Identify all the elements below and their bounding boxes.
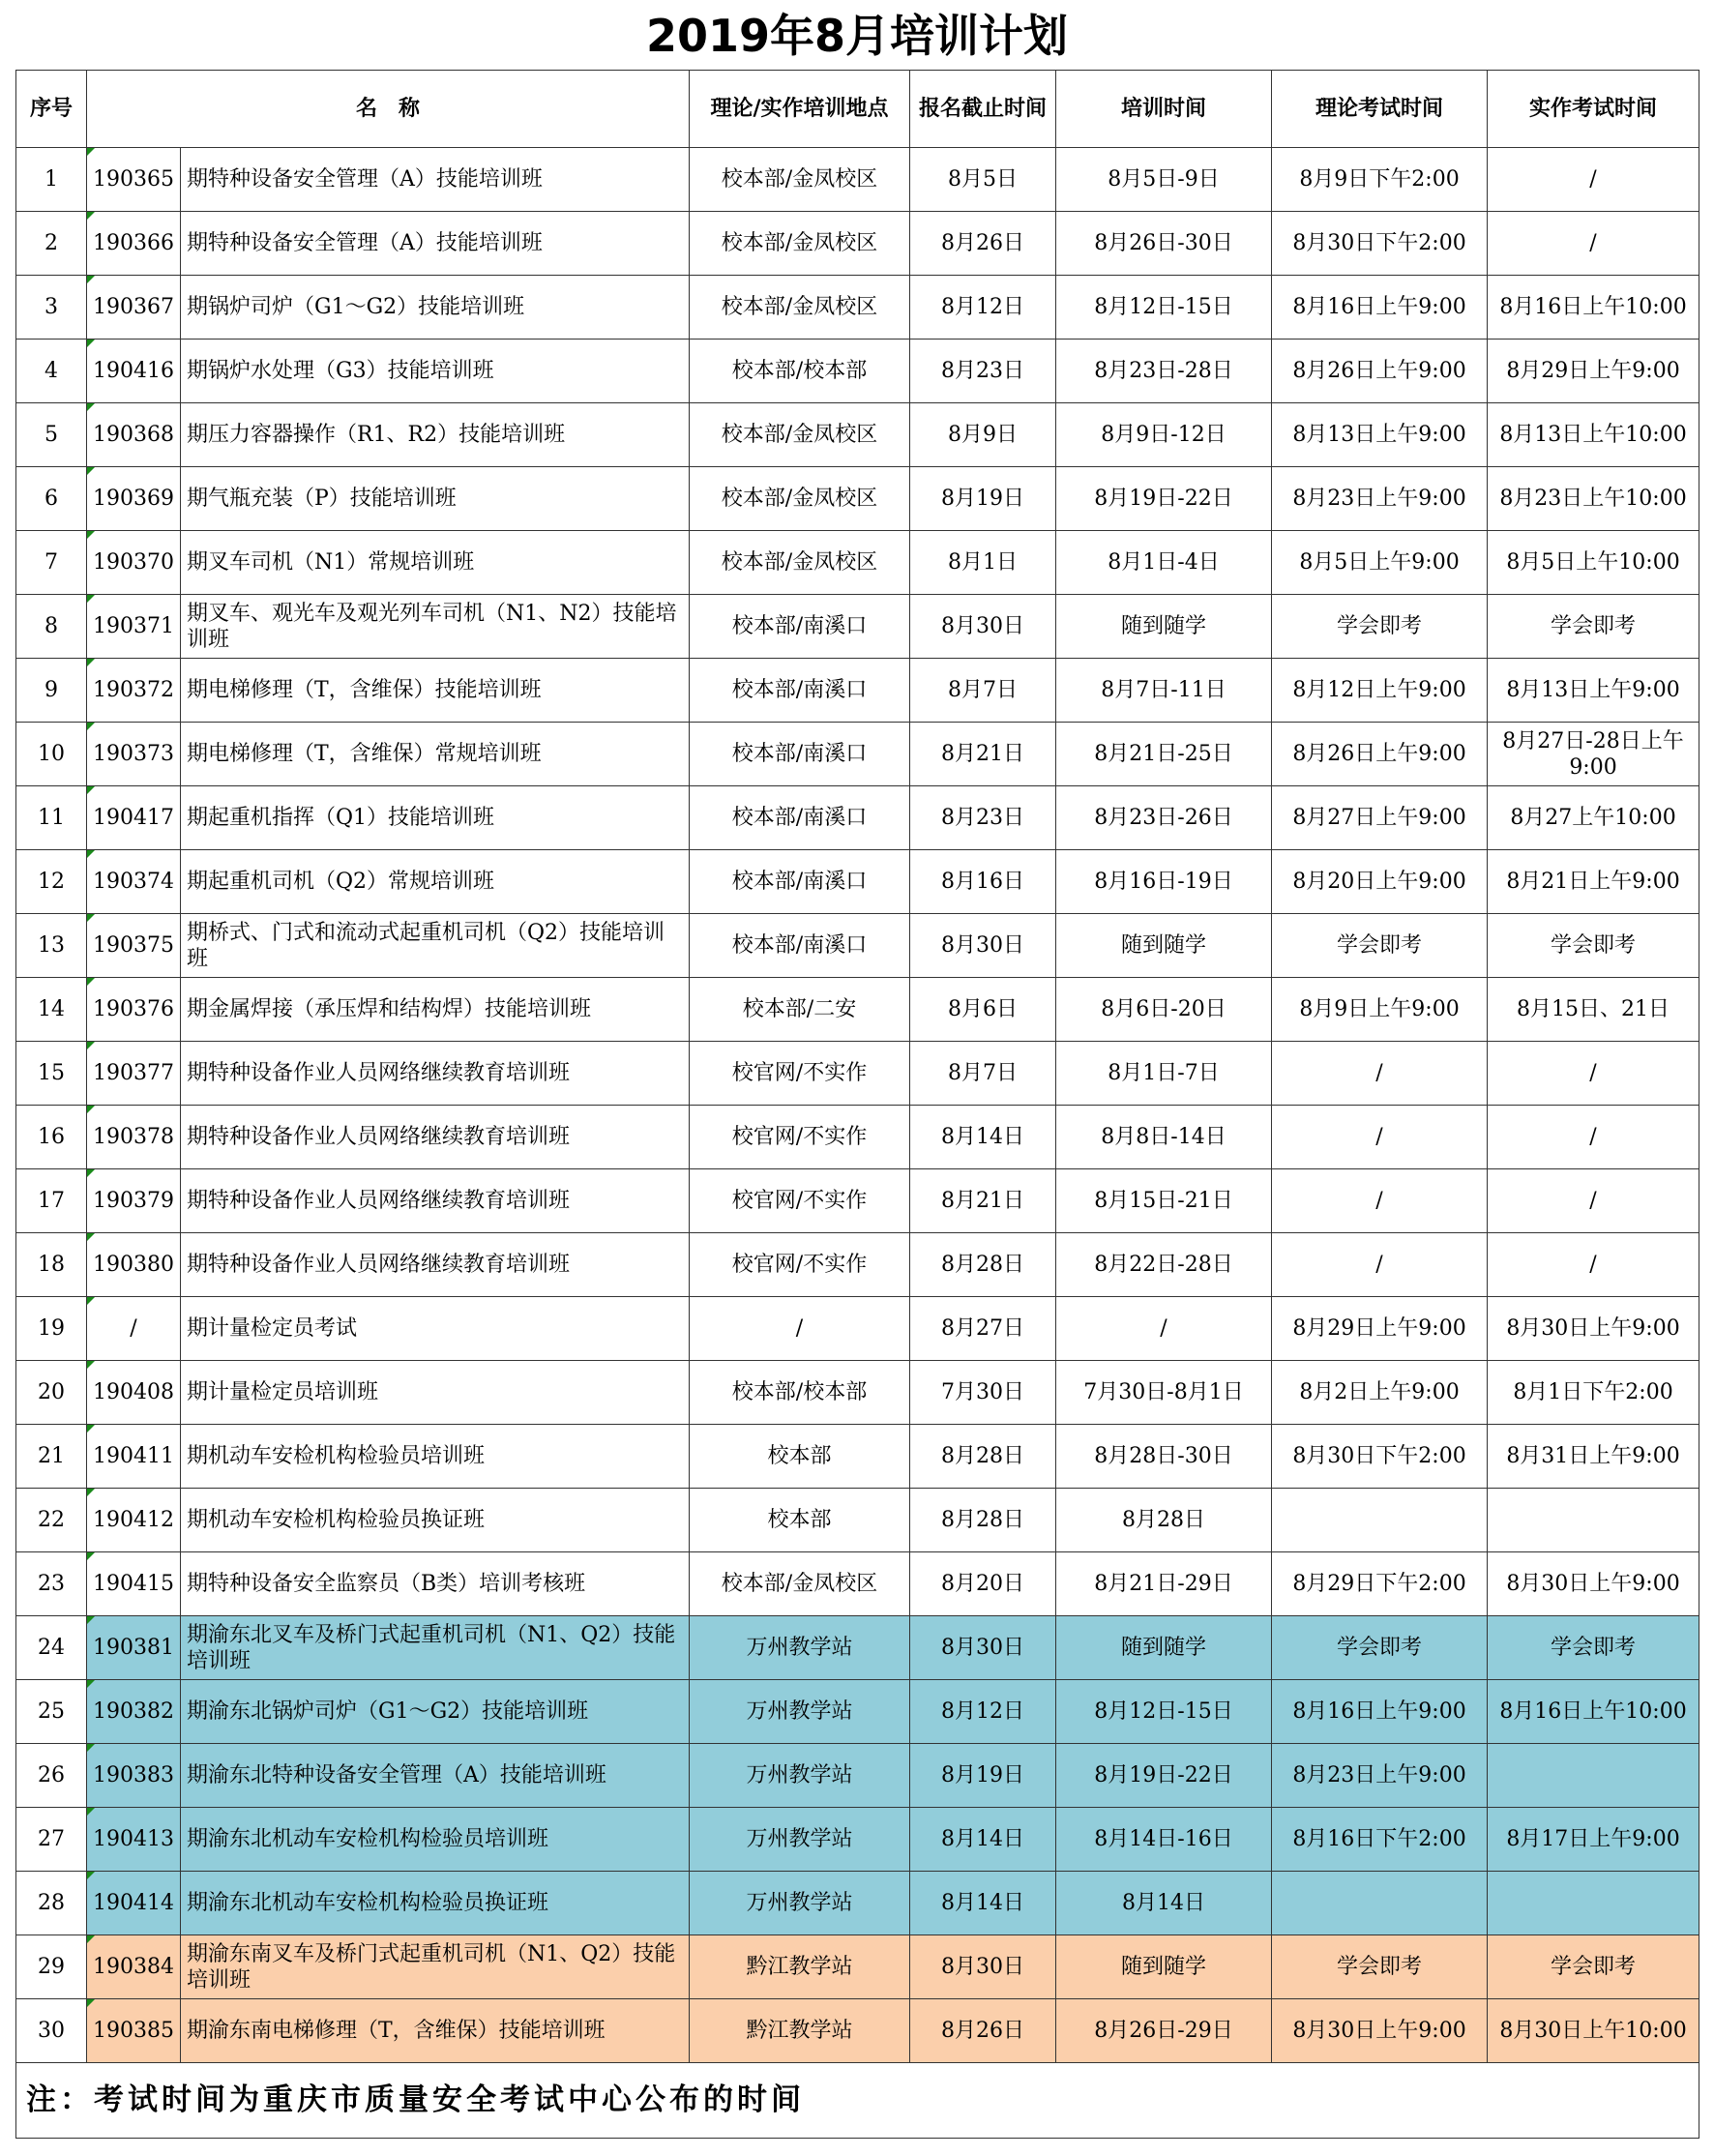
row-seq: 4	[16, 340, 87, 403]
table-row	[16, 1744, 1699, 1808]
row-location: 校本部/校本部	[690, 340, 910, 403]
row-theory-exam: /	[1272, 1233, 1488, 1297]
row-training-period: 8月16日-19日	[1056, 850, 1272, 914]
row-practice-exam: 学会即考	[1488, 595, 1699, 659]
row-theory-exam: 学会即考	[1272, 914, 1488, 978]
row-seq: 24	[16, 1616, 87, 1680]
row-training-period: 8月26日-29日	[1056, 1999, 1272, 2063]
row-class-code: 190370	[87, 531, 181, 595]
table-row	[16, 1935, 1699, 1999]
footnote: 注：考试时间为重庆市质量安全考试中心公布的时间	[16, 2063, 1699, 2139]
row-course-name: 期金属焊接（承压焊和结构焊）技能培训班	[181, 978, 690, 1042]
row-course-name: 期计量检定员培训班	[181, 1361, 690, 1425]
header-name: 名 称	[87, 71, 690, 148]
row-location: 校本部	[690, 1425, 910, 1489]
row-deadline: 8月21日	[910, 1169, 1056, 1233]
row-class-code: 190377	[87, 1042, 181, 1106]
row-practice-exam: 8月30日上午9:00	[1488, 1552, 1699, 1616]
row-theory-exam	[1272, 1489, 1488, 1552]
row-training-period: 随到随学	[1056, 1935, 1272, 1999]
row-practice-exam: /	[1488, 1106, 1699, 1169]
row-practice-exam	[1488, 1872, 1699, 1935]
row-class-code: /	[87, 1297, 181, 1361]
row-location: 校本部/二安	[690, 978, 910, 1042]
table-row	[16, 978, 1699, 1042]
row-course-name: 期起重机指挥（Q1）技能培训班	[181, 786, 690, 850]
row-deadline: 8月26日	[910, 212, 1056, 276]
row-course-name: 期压力容器操作（R1、R2）技能培训班	[181, 403, 690, 467]
row-training-period: 8月19日-22日	[1056, 467, 1272, 531]
row-seq: 26	[16, 1744, 87, 1808]
row-training-period: 8月14日-16日	[1056, 1808, 1272, 1872]
row-seq: 11	[16, 786, 87, 850]
row-theory-exam: 8月16日上午9:00	[1272, 276, 1488, 340]
row-seq: 18	[16, 1233, 87, 1297]
table-row	[16, 1680, 1699, 1744]
row-theory-exam: 8月30日下午2:00	[1272, 212, 1488, 276]
row-class-code: 190365	[87, 148, 181, 212]
header-practice-exam: 实作考试时间	[1488, 71, 1699, 148]
row-seq: 22	[16, 1489, 87, 1552]
row-course-name: 期渝东南叉车及桥门式起重机司机（N1、Q2）技能培训班	[181, 1935, 690, 1999]
row-training-period: 8月6日-20日	[1056, 978, 1272, 1042]
table-row	[16, 659, 1699, 723]
training-plan-table	[15, 70, 1699, 2139]
header-deadline: 报名截止时间	[910, 71, 1056, 148]
table-row	[16, 1106, 1699, 1169]
row-class-code: 190366	[87, 212, 181, 276]
row-class-code: 190415	[87, 1552, 181, 1616]
row-training-period: 8月1日-4日	[1056, 531, 1272, 595]
page-title: 2019年8月培训计划	[645, 10, 1069, 62]
row-theory-exam: 学会即考	[1272, 1935, 1488, 1999]
row-location: 校本部/金凤校区	[690, 1552, 910, 1616]
row-seq: 29	[16, 1935, 87, 1999]
row-course-name: 期特种设备作业人员网络继续教育培训班	[181, 1042, 690, 1106]
row-course-name: 期特种设备作业人员网络继续教育培训班	[181, 1169, 690, 1233]
row-practice-exam: 学会即考	[1488, 1616, 1699, 1680]
row-training-period: 8月8日-14日	[1056, 1106, 1272, 1169]
table-row	[16, 1872, 1699, 1935]
row-course-name: 期机动车安检机构检验员换证班	[181, 1489, 690, 1552]
row-class-code: 190373	[87, 723, 181, 786]
row-location: 万州教学站	[690, 1808, 910, 1872]
row-location: 万州教学站	[690, 1744, 910, 1808]
row-seq: 9	[16, 659, 87, 723]
row-location: 校本部/金凤校区	[690, 403, 910, 467]
row-seq: 19	[16, 1297, 87, 1361]
row-theory-exam: 8月23日上午9:00	[1272, 1744, 1488, 1808]
row-class-code: 190378	[87, 1106, 181, 1169]
table-row	[16, 467, 1699, 531]
row-class-code: 190414	[87, 1872, 181, 1935]
table-row	[16, 914, 1699, 978]
row-practice-exam: 8月16日上午10:00	[1488, 1680, 1699, 1744]
header-seq: 序号	[16, 71, 87, 148]
row-practice-exam: 8月17日上午9:00	[1488, 1808, 1699, 1872]
row-practice-exam: 8月27日-28日上午9:00	[1488, 723, 1699, 786]
note-row	[16, 2063, 1699, 2139]
row-practice-exam: 8月13日上午9:00	[1488, 659, 1699, 723]
row-class-code: 190368	[87, 403, 181, 467]
table-row	[16, 595, 1699, 659]
row-practice-exam: 8月21日上午9:00	[1488, 850, 1699, 914]
row-practice-exam: 8月1日下午2:00	[1488, 1361, 1699, 1425]
row-location: 万州教学站	[690, 1616, 910, 1680]
row-class-code: 190413	[87, 1808, 181, 1872]
row-location: 校本部/金凤校区	[690, 148, 910, 212]
row-location: /	[690, 1297, 910, 1361]
table-row	[16, 1042, 1699, 1106]
row-seq: 23	[16, 1552, 87, 1616]
row-course-name: 期起重机司机（Q2）常规培训班	[181, 850, 690, 914]
row-practice-exam: 8月27上午10:00	[1488, 786, 1699, 850]
row-course-name: 期渝东南电梯修理（T，含维保）技能培训班	[181, 1999, 690, 2063]
row-location: 校本部/南溪口	[690, 914, 910, 978]
row-deadline: 8月20日	[910, 1552, 1056, 1616]
row-deadline: 8月19日	[910, 1744, 1056, 1808]
row-class-code: 190383	[87, 1744, 181, 1808]
row-course-name: 期锅炉水处理（G3）技能培训班	[181, 340, 690, 403]
row-training-period: 随到随学	[1056, 1616, 1272, 1680]
row-class-code: 190411	[87, 1425, 181, 1489]
row-practice-exam: 学会即考	[1488, 914, 1699, 978]
row-course-name: 期特种设备安全管理（A）技能培训班	[181, 148, 690, 212]
table-row	[16, 1233, 1699, 1297]
row-theory-exam: 8月16日上午9:00	[1272, 1680, 1488, 1744]
row-location: 校官网/不实作	[690, 1042, 910, 1106]
row-theory-exam: 8月2日上午9:00	[1272, 1361, 1488, 1425]
row-training-period: 随到随学	[1056, 595, 1272, 659]
row-practice-exam: /	[1488, 1042, 1699, 1106]
row-course-name: 期渝东北锅炉司炉（G1～G2）技能培训班	[181, 1680, 690, 1744]
row-seq: 21	[16, 1425, 87, 1489]
row-seq: 3	[16, 276, 87, 340]
row-training-period: 8月21日-29日	[1056, 1552, 1272, 1616]
header-period: 培训时间	[1056, 71, 1272, 148]
row-seq: 28	[16, 1872, 87, 1935]
row-theory-exam	[1272, 1872, 1488, 1935]
row-practice-exam	[1488, 1744, 1699, 1808]
row-location: 校本部/金凤校区	[690, 212, 910, 276]
row-seq: 5	[16, 403, 87, 467]
row-location: 校本部/金凤校区	[690, 467, 910, 531]
row-seq: 14	[16, 978, 87, 1042]
row-training-period: 8月21日-25日	[1056, 723, 1272, 786]
row-seq: 30	[16, 1999, 87, 2063]
row-practice-exam: /	[1488, 1233, 1699, 1297]
row-training-period: 8月5日-9日	[1056, 148, 1272, 212]
table-row	[16, 1489, 1699, 1552]
row-seq: 25	[16, 1680, 87, 1744]
row-deadline: 8月30日	[910, 595, 1056, 659]
row-course-name: 期特种设备作业人员网络继续教育培训班	[181, 1106, 690, 1169]
table-row	[16, 1361, 1699, 1425]
row-class-code: 190408	[87, 1361, 181, 1425]
row-theory-exam: 8月12日上午9:00	[1272, 659, 1488, 723]
row-practice-exam: 8月13日上午10:00	[1488, 403, 1699, 467]
row-location: 万州教学站	[690, 1872, 910, 1935]
row-practice-exam: /	[1488, 212, 1699, 276]
row-theory-exam: 8月26日上午9:00	[1272, 340, 1488, 403]
row-deadline: 8月7日	[910, 659, 1056, 723]
row-practice-exam: /	[1488, 1169, 1699, 1233]
row-seq: 17	[16, 1169, 87, 1233]
row-deadline: 8月14日	[910, 1872, 1056, 1935]
row-seq: 15	[16, 1042, 87, 1106]
row-course-name: 期渝东北特种设备安全管理（A）技能培训班	[181, 1744, 690, 1808]
table-row	[16, 1169, 1699, 1233]
row-location: 校本部	[690, 1489, 910, 1552]
row-deadline: 8月1日	[910, 531, 1056, 595]
row-deadline: 8月27日	[910, 1297, 1056, 1361]
row-training-period: 8月23日-26日	[1056, 786, 1272, 850]
row-theory-exam: /	[1272, 1169, 1488, 1233]
table-row	[16, 786, 1699, 850]
table-body	[16, 148, 1699, 2063]
row-course-name: 期机动车安检机构检验员培训班	[181, 1425, 690, 1489]
row-practice-exam: 8月31日上午9:00	[1488, 1425, 1699, 1489]
row-seq: 7	[16, 531, 87, 595]
row-deadline: 8月21日	[910, 723, 1056, 786]
row-class-code: 190381	[87, 1616, 181, 1680]
row-deadline: 8月28日	[910, 1233, 1056, 1297]
row-training-period: 8月26日-30日	[1056, 212, 1272, 276]
table-row	[16, 1297, 1699, 1361]
row-training-period: 8月28日	[1056, 1489, 1272, 1552]
table-row	[16, 276, 1699, 340]
row-training-period: 8月28日-30日	[1056, 1425, 1272, 1489]
row-deadline: 8月9日	[910, 403, 1056, 467]
table-row	[16, 403, 1699, 467]
row-training-period: 8月7日-11日	[1056, 659, 1272, 723]
row-seq: 27	[16, 1808, 87, 1872]
row-location: 万州教学站	[690, 1680, 910, 1744]
row-deadline: 7月30日	[910, 1361, 1056, 1425]
row-theory-exam: 8月5日上午9:00	[1272, 531, 1488, 595]
row-location: 黔江教学站	[690, 1935, 910, 1999]
row-course-name: 期渝东北机动车安检机构检验员换证班	[181, 1872, 690, 1935]
row-location: 校本部/南溪口	[690, 659, 910, 723]
row-theory-exam: 8月20日上午9:00	[1272, 850, 1488, 914]
row-theory-exam: 学会即考	[1272, 1616, 1488, 1680]
row-course-name: 期电梯修理（T，含维保）常规培训班	[181, 723, 690, 786]
row-seq: 1	[16, 148, 87, 212]
row-deadline: 8月19日	[910, 467, 1056, 531]
row-location: 校本部/南溪口	[690, 723, 910, 786]
row-practice-exam: 8月29日上午9:00	[1488, 340, 1699, 403]
table-row	[16, 212, 1699, 276]
row-training-period: 8月19日-22日	[1056, 1744, 1272, 1808]
row-seq: 16	[16, 1106, 87, 1169]
row-class-code: 190412	[87, 1489, 181, 1552]
row-course-name: 期锅炉司炉（G1～G2）技能培训班	[181, 276, 690, 340]
row-class-code: 190384	[87, 1935, 181, 1999]
row-course-name: 期特种设备作业人员网络继续教育培训班	[181, 1233, 690, 1297]
row-practice-exam: 8月5日上午10:00	[1488, 531, 1699, 595]
row-training-period: 8月9日-12日	[1056, 403, 1272, 467]
row-class-code: 190379	[87, 1169, 181, 1233]
row-class-code: 190375	[87, 914, 181, 978]
row-training-period: 8月23日-28日	[1056, 340, 1272, 403]
row-class-code: 190372	[87, 659, 181, 723]
row-theory-exam: /	[1272, 1042, 1488, 1106]
table-row	[16, 1999, 1699, 2063]
row-location: 校本部/校本部	[690, 1361, 910, 1425]
row-location: 校官网/不实作	[690, 1233, 910, 1297]
row-theory-exam: 8月9日上午9:00	[1272, 978, 1488, 1042]
table-row	[16, 148, 1699, 212]
table-row	[16, 1425, 1699, 1489]
row-deadline: 8月30日	[910, 914, 1056, 978]
row-theory-exam: 8月30日上午9:00	[1272, 1999, 1488, 2063]
row-theory-exam: 8月16日下午2:00	[1272, 1808, 1488, 1872]
row-practice-exam: 8月15日、21日	[1488, 978, 1699, 1042]
row-class-code: 190382	[87, 1680, 181, 1744]
row-deadline: 8月6日	[910, 978, 1056, 1042]
row-seq: 12	[16, 850, 87, 914]
row-class-code: 190416	[87, 340, 181, 403]
row-location: 校本部/金凤校区	[690, 276, 910, 340]
header-row	[16, 71, 1699, 148]
row-training-period: /	[1056, 1297, 1272, 1361]
row-course-name: 期叉车、观光车及观光列车司机（N1、N2）技能培训班	[181, 595, 690, 659]
row-deadline: 8月30日	[910, 1616, 1056, 1680]
row-course-name: 期特种设备安全监察员（B类）培训考核班	[181, 1552, 690, 1616]
row-location: 校官网/不实作	[690, 1106, 910, 1169]
row-training-period: 8月14日	[1056, 1872, 1272, 1935]
row-theory-exam: 8月29日下午2:00	[1272, 1552, 1488, 1616]
row-theory-exam: 8月9日下午2:00	[1272, 148, 1488, 212]
row-deadline: 8月30日	[910, 1935, 1056, 1999]
row-practice-exam: 学会即考	[1488, 1935, 1699, 1999]
row-course-name: 期电梯修理（T，含维保）技能培训班	[181, 659, 690, 723]
row-theory-exam: 8月26日上午9:00	[1272, 723, 1488, 786]
row-training-period: 8月22日-28日	[1056, 1233, 1272, 1297]
row-deadline: 8月7日	[910, 1042, 1056, 1106]
row-theory-exam: 8月27日上午9:00	[1272, 786, 1488, 850]
row-practice-exam	[1488, 1489, 1699, 1552]
row-course-name: 期气瓶充装（P）技能培训班	[181, 467, 690, 531]
row-seq: 13	[16, 914, 87, 978]
row-practice-exam: 8月30日上午9:00	[1488, 1297, 1699, 1361]
row-class-code: 190374	[87, 850, 181, 914]
row-training-period: 7月30日-8月1日	[1056, 1361, 1272, 1425]
row-class-code: 190376	[87, 978, 181, 1042]
row-location: 校本部/金凤校区	[690, 531, 910, 595]
row-deadline: 8月16日	[910, 850, 1056, 914]
row-course-name: 期计量检定员考试	[181, 1297, 690, 1361]
row-deadline: 8月14日	[910, 1808, 1056, 1872]
row-class-code: 190417	[87, 786, 181, 850]
row-training-period: 8月12日-15日	[1056, 1680, 1272, 1744]
row-theory-exam: 学会即考	[1272, 595, 1488, 659]
row-course-name: 期渝东北叉车及桥门式起重机司机（N1、Q2）技能培训班	[181, 1616, 690, 1680]
row-practice-exam: 8月30日上午10:00	[1488, 1999, 1699, 2063]
table-row	[16, 1616, 1699, 1680]
row-seq: 2	[16, 212, 87, 276]
table-row	[16, 531, 1699, 595]
row-practice-exam: 8月16日上午10:00	[1488, 276, 1699, 340]
table-row	[16, 340, 1699, 403]
row-course-name: 期渝东北机动车安检机构检验员培训班	[181, 1808, 690, 1872]
row-theory-exam: /	[1272, 1106, 1488, 1169]
row-seq: 20	[16, 1361, 87, 1425]
row-class-code: 190369	[87, 467, 181, 531]
table-row	[16, 850, 1699, 914]
row-course-name: 期桥式、门式和流动式起重机司机（Q2）技能培训班	[181, 914, 690, 978]
row-location: 校本部/南溪口	[690, 595, 910, 659]
row-class-code: 190371	[87, 595, 181, 659]
row-theory-exam: 8月29日上午9:00	[1272, 1297, 1488, 1361]
row-training-period: 8月1日-7日	[1056, 1042, 1272, 1106]
row-deadline: 8月12日	[910, 1680, 1056, 1744]
row-class-code: 190367	[87, 276, 181, 340]
row-course-name: 期特种设备安全管理（A）技能培训班	[181, 212, 690, 276]
row-deadline: 8月23日	[910, 340, 1056, 403]
row-class-code: 190380	[87, 1233, 181, 1297]
row-deadline: 8月28日	[910, 1425, 1056, 1489]
row-training-period: 8月15日-21日	[1056, 1169, 1272, 1233]
row-class-code: 190385	[87, 1999, 181, 2063]
row-theory-exam: 8月23日上午9:00	[1272, 467, 1488, 531]
row-location: 校本部/南溪口	[690, 850, 910, 914]
table-row	[16, 1552, 1699, 1616]
row-location: 校本部/南溪口	[690, 786, 910, 850]
header-theory-exam: 理论考试时间	[1272, 71, 1488, 148]
row-training-period: 随到随学	[1056, 914, 1272, 978]
row-deadline: 8月5日	[910, 148, 1056, 212]
row-seq: 10	[16, 723, 87, 786]
row-seq: 6	[16, 467, 87, 531]
row-location: 黔江教学站	[690, 1999, 910, 2063]
row-theory-exam: 8月30日下午2:00	[1272, 1425, 1488, 1489]
row-theory-exam: 8月13日上午9:00	[1272, 403, 1488, 467]
row-deadline: 8月14日	[910, 1106, 1056, 1169]
row-practice-exam: 8月23日上午10:00	[1488, 467, 1699, 531]
table-row	[16, 723, 1699, 786]
header-location: 理论/实作培训地点	[690, 71, 910, 148]
row-training-period: 8月12日-15日	[1056, 276, 1272, 340]
row-deadline: 8月28日	[910, 1489, 1056, 1552]
row-deadline: 8月26日	[910, 1999, 1056, 2063]
row-seq: 8	[16, 595, 87, 659]
row-deadline: 8月12日	[910, 276, 1056, 340]
row-practice-exam: /	[1488, 148, 1699, 212]
table-row	[16, 1808, 1699, 1872]
row-course-name: 期叉车司机（N1）常规培训班	[181, 531, 690, 595]
row-deadline: 8月23日	[910, 786, 1056, 850]
row-location: 校官网/不实作	[690, 1169, 910, 1233]
